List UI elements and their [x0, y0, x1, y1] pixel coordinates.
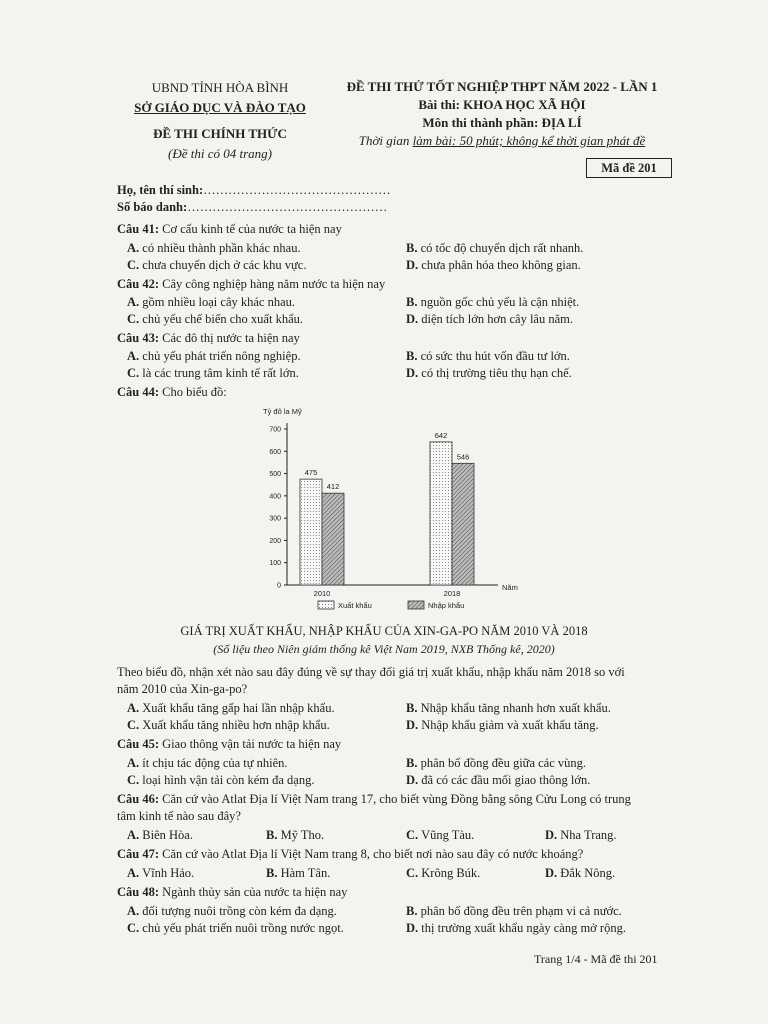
question-text: Căn cứ vào Atlat Địa lí Việt Nam trang 8, cho biết nơi nào sau đây có nước khoáng? — [159, 847, 584, 861]
official-label: ĐỀ THI CHÍNH THỨC — [153, 126, 287, 141]
question-44-stem-line1: Theo biểu đồ, nhận xét nào sau đây đúng về sự thay đổi giá trị xuất khẩu, nhập khẩu năm 2018 so với — [117, 665, 625, 679]
option-text: đã có các đầu mối giao thông lớn. — [421, 773, 591, 787]
question-text: Cây công nghiệp hàng năm nước ta hiện nay — [159, 277, 386, 291]
option-letter: D. — [406, 258, 419, 272]
x-category-label: 2010 — [313, 589, 331, 598]
option-b[interactable] — [406, 755, 586, 772]
bar-2018-import — [452, 463, 474, 585]
option-letter: C. — [127, 312, 140, 326]
question-44-stem-line2: năm 2010 của Xin-ga-po? — [117, 682, 248, 696]
option-letter: C. — [127, 718, 140, 732]
option-d[interactable] — [406, 920, 626, 937]
option-text: đối tượng nuôi trồng còn kém đa dạng. — [142, 904, 337, 918]
option-c[interactable] — [127, 772, 314, 789]
option-letter: D. — [545, 866, 558, 880]
option-c[interactable] — [127, 257, 306, 274]
bar-2010-import — [322, 493, 344, 585]
y-tick-label: 400 — [269, 493, 281, 501]
question-number: Câu 41: — [117, 222, 160, 236]
option-letter: B. — [406, 701, 418, 715]
exam-title: ĐỀ THI THỬ TỐT NGHIỆP THPT NĂM 2022 - LẦN 1 — [346, 79, 658, 94]
option-letter: C. — [406, 866, 419, 880]
question-text: Cơ cấu kinh tế của nước ta hiện nay — [159, 222, 342, 236]
option-a[interactable] — [127, 294, 295, 311]
question-45 — [117, 736, 341, 753]
option-a[interactable] — [127, 348, 301, 365]
option-letter: D. — [406, 366, 419, 380]
option-letter: C. — [127, 773, 140, 787]
exam-subject: Môn thi thành phần: ĐỊA LÍ — [422, 115, 582, 130]
option-b[interactable] — [406, 700, 611, 717]
option-c[interactable] — [127, 365, 299, 382]
question-text: Cho biểu đồ: — [159, 385, 227, 399]
option-d[interactable] — [406, 717, 599, 734]
option-text: chủ yếu phát triển nông nghiệp. — [142, 349, 301, 363]
exam-code-box: Mã đề 201 — [586, 158, 672, 178]
y-tick-label: 100 — [269, 560, 281, 568]
y-tick-label: 600 — [269, 448, 281, 456]
option-letter: B. — [406, 349, 418, 363]
option-letter: A. — [127, 349, 140, 363]
student-id-dots: ………………………………………… — [187, 200, 388, 214]
question-number: Câu 43: — [117, 331, 160, 345]
option-letter: D. — [406, 718, 419, 732]
option-c[interactable] — [127, 920, 344, 937]
option-text: Nhập khẩu tăng nhanh hơn xuất khẩu. — [420, 701, 611, 715]
y-tick-label: 0 — [277, 582, 281, 590]
option-text: Đắk Nông. — [560, 866, 616, 880]
option-text: chưa chuyển dịch ở các khu vực. — [142, 258, 307, 272]
question-46 — [117, 791, 631, 808]
bar-value-label: 546 — [456, 452, 470, 462]
option-c[interactable] — [406, 865, 480, 882]
chart-caption: GIÁ TRỊ XUẤT KHẨU, NHẬP KHẨU CỦA XIN-GA-PO NĂM 2010 VÀ 2018 — [180, 624, 588, 638]
option-text: có nhiều thành phần khác nhau. — [142, 241, 301, 255]
option-b[interactable] — [406, 348, 570, 365]
question-text: Căn cứ vào Atlat Địa lí Việt Nam trang 17, cho biết vùng Đồng bằng sông Cửu Long có trung — [159, 792, 631, 806]
option-a[interactable] — [127, 865, 194, 882]
option-a[interactable] — [127, 240, 301, 257]
dept-name: SỞ GIÁO DỤC VÀ ĐÀO TẠO — [134, 100, 306, 115]
option-letter: B. — [406, 756, 418, 770]
option-letter: C. — [127, 366, 140, 380]
option-text: Biên Hòa. — [142, 828, 193, 842]
header-right — [330, 78, 674, 150]
question-number: Câu 45: — [117, 737, 160, 751]
time-detail: làm bài: 50 phút; không kể thời gian phát đề — [412, 133, 646, 148]
option-letter: A. — [127, 295, 140, 309]
question-47 — [117, 846, 583, 863]
option-text: chủ yếu phát triển nuôi trồng nước ngọt. — [142, 921, 344, 935]
option-letter: B. — [266, 866, 278, 880]
x-category-label: 2018 — [443, 589, 461, 598]
question-43 — [117, 330, 300, 347]
option-letter: D. — [406, 312, 419, 326]
option-letter: C. — [127, 921, 140, 935]
student-name-dots: ……………………………………… — [203, 183, 391, 197]
option-c[interactable] — [127, 717, 330, 734]
option-text: diện tích lớn hơn cây lâu năm. — [421, 312, 574, 326]
option-letter: A. — [127, 904, 140, 918]
option-b[interactable] — [266, 865, 330, 882]
option-b[interactable] — [266, 827, 324, 844]
y-tick-label: 300 — [269, 515, 281, 523]
option-d[interactable] — [545, 865, 615, 882]
bars-group — [300, 431, 474, 598]
header-left — [120, 78, 320, 164]
option-text: có tốc độ chuyển dịch rất nhanh. — [420, 241, 584, 255]
question-number: Câu 48: — [117, 885, 160, 899]
y-tick-label: 500 — [269, 471, 281, 479]
bar-value-label: 412 — [326, 482, 340, 492]
question-48 — [117, 884, 347, 901]
option-text: có sức thu hút vốn đầu tư lớn. — [420, 349, 570, 363]
option-text: Nha Trang. — [560, 828, 617, 842]
chart-legend — [318, 601, 464, 610]
option-b[interactable] — [406, 903, 622, 920]
question-number: Câu 42: — [117, 277, 160, 291]
time-prefix: Thời gian — [358, 133, 413, 148]
option-text: Xuất khẩu tăng nhiều hơn nhập khẩu. — [142, 718, 330, 732]
question-41 — [117, 221, 342, 238]
question-text: Giao thông vận tải nước ta hiện nay — [159, 737, 342, 751]
option-letter: A. — [127, 866, 140, 880]
page-count: (Đề thi có 04 trang) — [168, 146, 272, 161]
option-b[interactable] — [406, 294, 579, 311]
option-letter: A. — [127, 241, 140, 255]
student-name-label: Họ, tên thí sinh: — [117, 183, 204, 197]
option-b[interactable] — [406, 240, 583, 257]
student-name-line — [117, 182, 391, 199]
question-number: Câu 44: — [117, 385, 160, 399]
option-letter: B. — [406, 241, 418, 255]
option-text: Vũng Tàu. — [421, 828, 475, 842]
y-tick-label: 700 — [269, 426, 281, 434]
option-text: chưa phân hóa theo không gian. — [421, 258, 581, 272]
option-a[interactable] — [127, 903, 337, 920]
question-number: Câu 47: — [117, 847, 160, 861]
bar-2018-export — [430, 442, 452, 585]
page-footer: Trang 1/4 - Mã đề thi 201 — [534, 952, 658, 966]
question-46-line2: tâm kinh tế nào sau đây? — [117, 809, 241, 823]
question-42 — [117, 276, 385, 293]
option-letter: A. — [127, 828, 140, 842]
option-text: Xuất khẩu tăng gấp hai lần nhập khẩu. — [142, 701, 335, 715]
legend-swatch — [408, 601, 424, 609]
option-a[interactable] — [127, 755, 288, 772]
option-text: loại hình vận tải còn kém đa dạng. — [142, 773, 315, 787]
question-44 — [117, 384, 227, 401]
option-text: có thị trường tiêu thụ hạn chế. — [421, 366, 572, 380]
option-d[interactable] — [406, 257, 581, 274]
y-tick-label: 200 — [269, 537, 281, 545]
x-axis-label: Năm — [502, 583, 518, 592]
option-letter: B. — [406, 904, 418, 918]
option-text: phân bố đồng đều trên phạm vi cả nước. — [420, 904, 622, 918]
exam-time — [330, 132, 674, 150]
question-text: Các đô thị nước ta hiện nay — [159, 331, 300, 345]
question-number: Câu 46: — [117, 792, 160, 806]
option-text: chủ yếu chế biến cho xuất khẩu. — [142, 312, 303, 326]
option-text: là các trung tâm kinh tế rất lớn. — [142, 366, 299, 380]
option-letter: D. — [406, 921, 419, 935]
option-a[interactable] — [127, 827, 193, 844]
option-d[interactable] — [406, 365, 572, 382]
option-letter: A. — [127, 756, 140, 770]
option-text: Mỹ Tho. — [280, 828, 325, 842]
bar-value-label: 642 — [434, 430, 448, 440]
option-letter: C. — [406, 828, 419, 842]
student-id-label: Số báo danh: — [117, 200, 188, 214]
option-text: Nhập khẩu giảm và xuất khẩu tăng. — [421, 718, 599, 732]
option-c[interactable] — [406, 827, 474, 844]
option-letter: C. — [127, 258, 140, 272]
legend-label: Nhập khẩu — [428, 601, 465, 610]
option-text: Vĩnh Hảo. — [142, 866, 195, 880]
option-text: Hàm Tân. — [280, 866, 331, 880]
student-id-line — [117, 199, 387, 216]
option-text: Krông Búk. — [421, 866, 481, 880]
option-c[interactable] — [127, 311, 303, 328]
option-letter: D. — [406, 773, 419, 787]
option-letter: A. — [127, 701, 140, 715]
option-d[interactable] — [406, 311, 573, 328]
option-text: nguồn gốc chủ yếu là cận nhiệt. — [420, 295, 580, 309]
y-axis-label: Tỷ đô la Mỹ — [263, 407, 302, 416]
option-text: gồm nhiều loại cây khác nhau. — [142, 295, 296, 309]
chart-source: (Số liệu theo Niên giám thống kê Việt Nam 2019, NXB Thống kê, 2020) — [213, 642, 555, 656]
option-d[interactable] — [545, 827, 617, 844]
legend-label: Xuất khẩu — [338, 601, 372, 610]
option-text: ít chịu tác động của tự nhiên. — [142, 756, 288, 770]
option-letter: D. — [545, 828, 558, 842]
option-a[interactable] — [127, 700, 335, 717]
bar-2010-export — [300, 479, 322, 585]
org-name: UBND TỈNH HÒA BÌNH — [151, 80, 289, 95]
option-d[interactable] — [406, 772, 590, 789]
option-letter: B. — [406, 295, 418, 309]
option-text: thị trường xuất khẩu ngày càng mở rộng. — [421, 921, 626, 935]
bar-value-label: 475 — [304, 468, 318, 478]
question-text: Ngành thủy sản của nước ta hiện nay — [159, 885, 348, 899]
legend-swatch — [318, 601, 334, 609]
option-letter: B. — [266, 828, 278, 842]
option-text: phân bố đồng đều giữa các vùng. — [420, 756, 587, 770]
bar-chart — [240, 402, 540, 617]
exam-part: Bài thi: KHOA HỌC XÃ HỘI — [418, 97, 586, 112]
